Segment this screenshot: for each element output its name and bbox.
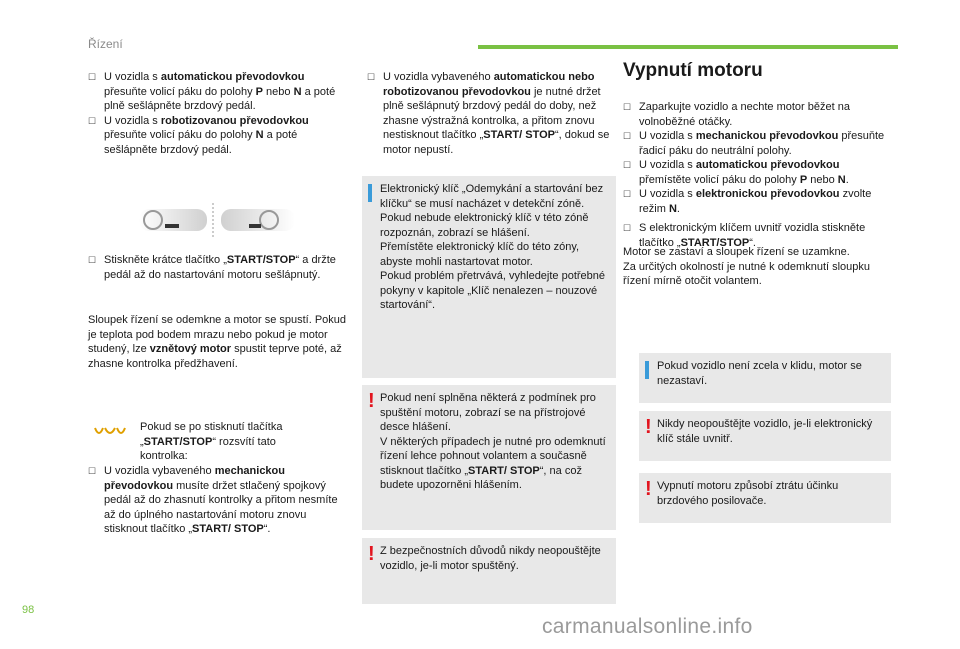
bullet-automatic: ☐ U vozidla s automatickou převodovkou přesuňte volicí páku do polohy P nebo N a poté plně sešlápněte brzdový pedál. bbox=[88, 70, 348, 114]
bullet-automatic: ☐ U vozidla s automatickou převodovkou přemístěte volicí páku do polohy P nebo N. bbox=[623, 158, 891, 187]
warning-icon: ! bbox=[645, 478, 652, 500]
bullet-key-inside: ☐ S elektronickým klíčem uvnitř vozidla stiskněte tlačítko „START/STOP“. bbox=[623, 221, 891, 250]
press-start-bullet: ☐ Stiskněte krátce tlačítko „START/STOP“ a držte pedál až do nastartování motoru sešlápnutý. bbox=[88, 253, 348, 282]
warning-box-key-inside: ! Nikdy neopouštějte vozidlo, je-li elektronický klíč stále uvnitř. bbox=[639, 411, 891, 461]
bullet-idle: ☐ Zaparkujte vozidlo a nechte motor běžet na volnoběžné otáčky. bbox=[623, 100, 891, 129]
page-number: 98 bbox=[22, 604, 35, 616]
glow-note: Pokud se po stisknutí tlačítka „START/STOP“ rozsvítí tato kontrolka: bbox=[140, 421, 283, 462]
col1-top-bullets bbox=[88, 70, 348, 157]
section-header: Řízení bbox=[88, 37, 123, 51]
warning-icon: ! bbox=[368, 543, 375, 565]
info-box-standstill: Pokud vozidlo není zcela v klidu, motor se nezastaví. bbox=[639, 353, 891, 403]
steering-unlock-paragraph: Sloupek řízení se odemkne a motor se spustí. Pokud je teplota pod bodem mrazu nebo pokud je motor studený, lze vznětový motor spustit teprve poté, až zhasne kontrolka předžhavení. bbox=[88, 314, 347, 370]
watermark: carmanualsonline.info bbox=[542, 615, 753, 638]
bullet-robotized: ☐ U vozidla s robotizovanou převodovkou přesuňte volicí páku do polohy N a poté sešlápněte brzdový pedál. bbox=[88, 114, 348, 158]
bullet-electronic: ☐ U vozidla s elektronickou převodovkou zvolte režim N. bbox=[623, 187, 891, 216]
warning-box-conditions: ! Pokud není splněna některá z podmínek pro spuštění motoru, zobrazí se na přístrojové desce hlášení. V některých případech je nutné pro odemknutí řízení lehce pohnout volantem a současně stisknout tlačítko „START/ STOP“, na což budete upozorněni hlášením. bbox=[362, 385, 616, 530]
manual-gearbox-bullet: ☐ U vozidla vybaveného mechanickou převodovkou musíte držet stlačený spojkový pedál až do zhasnutí kontrolky a přitom nesmíte až do úplného nastartování motoru znovu stisknout tlačítko „START/ STOP“. bbox=[88, 464, 348, 537]
glow-plug-icon bbox=[93, 426, 127, 440]
engine-stop-paragraph: Motor se zastaví a sloupek řízení se uzamkne. Za určitých okolností je nutné k odemknutí sloupku řízení mírně otočit volantem. bbox=[623, 246, 871, 287]
header-accent-bar bbox=[478, 45, 898, 49]
warning-box-safety: ! Z bezpečnostních důvodů nikdy neopouštějte vozidlo, je-li motor spuštěný. bbox=[362, 538, 616, 604]
info-box-key: Elektronický klíč „Odemykání a startování bez klíčku“ se musí nacházet v detekční zóně. Pokud nebude elektronický klíč v této zóně rozpoznán, zobrazí se hlášení. Přemístěte elektronický klíč do této zóny, abyste mohli nastartovat motor. Pokud problém přetrvává, vyhledejte potřebné pokyny v kapitole „Klíč nenalezen – nouzové startování“. bbox=[362, 176, 616, 378]
bullet-manual: ☐ U vozidla s mechanickou převodovkou přesuňte řadicí páku do neutrální polohy. bbox=[623, 129, 891, 158]
info-icon bbox=[368, 184, 372, 202]
pedals-illustration bbox=[139, 203, 295, 237]
col3-bullets bbox=[623, 100, 891, 250]
warning-icon: ! bbox=[645, 416, 652, 438]
auto-robot-bullet: ☐ U vozidla vybaveného automatickou nebo robotizovanou převodovkou je nutné držet plně sešlápnutý brzdový pedál do doby, než zhasne výstražná kontrolka, a přitom znovu nestisknout tlačítko „START/ STOP“, dokud se motor nepustí. bbox=[367, 70, 615, 157]
info-icon bbox=[645, 361, 649, 379]
page-title: Vypnutí motoru bbox=[623, 60, 763, 81]
warning-icon: ! bbox=[368, 390, 375, 412]
warning-box-brake: ! Vypnutí motoru způsobí ztrátu účinku brzdového posilovače. bbox=[639, 473, 891, 523]
